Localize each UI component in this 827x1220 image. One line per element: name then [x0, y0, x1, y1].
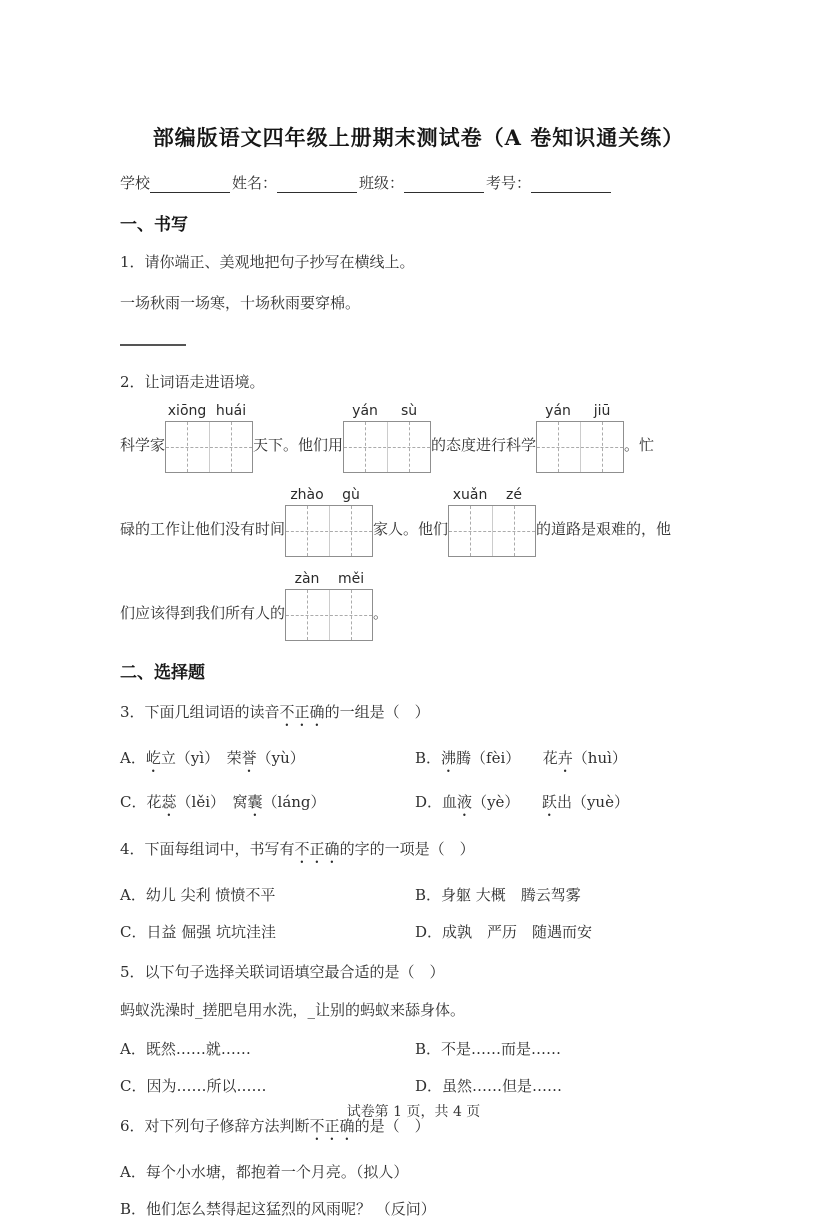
student-info-line [120, 172, 717, 193]
hanzi-writing-box[interactable] [343, 421, 431, 473]
writing-cell[interactable] [387, 422, 431, 472]
q2-sentence-text: 的态度进行科学 [431, 436, 537, 454]
pinyin-row [448, 487, 536, 505]
option-label: D． [415, 1077, 443, 1095]
q5 [120, 961, 717, 1097]
q4-option-b [415, 884, 717, 906]
text-segment: 的字的一项是（ ） [339, 840, 475, 858]
q2-sentence-text: 天下。他们用 [253, 436, 344, 454]
writing-cell[interactable] [166, 422, 209, 472]
q3 [120, 701, 717, 820]
q3-stem [120, 701, 717, 730]
text-segment: （láng） [262, 793, 326, 811]
q2-sentence-text: 碌的工作让他们没有时间 [120, 520, 286, 538]
writing-cell[interactable] [449, 506, 492, 556]
q6-option-a [120, 1161, 717, 1183]
option-label: B． [120, 1200, 147, 1218]
hanzi-writing-box[interactable] [536, 421, 624, 473]
school-blank[interactable] [150, 176, 230, 193]
option-label: A． [120, 886, 146, 904]
pinyin-label: jiū [593, 403, 611, 419]
text-segment: 因为……所以…… [146, 1077, 267, 1095]
emphasized-text: 囊 [247, 793, 263, 811]
info-field-label: 姓名： [232, 174, 278, 192]
q2-sentence-text: 们应该得到我们所有人的 [120, 604, 286, 622]
q2-fill-in-rows [120, 403, 717, 641]
option-label: B． [415, 749, 442, 767]
pinyin-row [165, 403, 253, 421]
emphasized-text: 卉 [557, 749, 573, 767]
q2-row-3 [120, 571, 717, 641]
q5-option-a [120, 1038, 415, 1060]
writing-cell[interactable] [580, 422, 624, 472]
emphasized-text: 不正确 [309, 1117, 355, 1135]
pinyin-label: zé [506, 487, 523, 503]
q3-option-a [120, 747, 415, 776]
paper-content [120, 0, 717, 1220]
option-label: A． [120, 749, 146, 767]
text-segment: 5．以下句子选择关联词语填空最合适的是（ ） [120, 963, 445, 981]
writing-box-group [343, 403, 431, 473]
text-segment: 腾（fèi） 花 [456, 749, 558, 767]
q2-sentence-text: 家人。他们 [373, 520, 449, 538]
q6-option-b [120, 1198, 717, 1220]
q5-option-d [415, 1075, 717, 1097]
paper-title: 部编版语文四年级上册期末测试卷（A 卷知识通关练） [152, 125, 685, 150]
pinyin-label: yán [352, 403, 378, 419]
q2-row-1 [120, 403, 717, 473]
text-segment: 幼儿 尖利 愤愤不平 [145, 886, 276, 904]
writing-cell[interactable] [344, 422, 387, 472]
writing-box-group [165, 403, 253, 473]
pinyin-label: gù [342, 487, 360, 503]
option-label: C． [120, 1077, 147, 1095]
text-segment: 日益 倔强 坑坑洼洼 [146, 923, 277, 941]
emphasized-text: 蕊 [161, 793, 177, 811]
info-field [486, 172, 613, 193]
option-label: D． [415, 923, 443, 941]
pinyin-label: sù [400, 403, 418, 419]
info-field [359, 172, 486, 193]
text-segment: 4．下面每组词中，书写有 [120, 840, 295, 858]
choice-questions [120, 701, 717, 1220]
q6-options [120, 1161, 717, 1220]
writing-box-group [285, 487, 373, 557]
emphasized-text: 不正确 [294, 840, 340, 858]
pinyin-row [536, 403, 624, 421]
info-field-label: 考号： [486, 174, 532, 192]
page-footer: 试卷第 1 页，共 4 页 [346, 1104, 481, 1120]
info-field-label: 班级： [359, 174, 405, 192]
writing-cell[interactable] [209, 422, 253, 472]
pinyin-label: xiōng [167, 403, 207, 419]
writing-cell[interactable] [537, 422, 580, 472]
section-1-heading: 一、书写 [120, 215, 188, 235]
text-segment: （yè） [472, 793, 542, 811]
pinyin-row [285, 487, 373, 505]
writing-box-group [285, 571, 373, 641]
name-blank[interactable] [277, 176, 357, 193]
q2-sentence-text: 的道路是艰难的，他 [536, 520, 672, 538]
q3-option-c [120, 791, 415, 820]
text-segment: 的是（ ） [354, 1117, 430, 1135]
q4-options [120, 884, 717, 943]
q1-sentence: 一场秋雨一场寒，十场秋雨要穿棉。 [120, 294, 361, 312]
pinyin-label: zàn [294, 571, 320, 587]
text-segment: 成孰 严历 随遇而安 [442, 923, 593, 941]
hanzi-writing-box[interactable] [285, 589, 373, 641]
hanzi-writing-box[interactable] [448, 505, 536, 557]
text-segment: 既然……就…… [145, 1040, 251, 1058]
pinyin-label: huái [215, 403, 247, 419]
info-field-label: 学校 [120, 174, 151, 192]
q2-sentence-text: 。 [373, 604, 389, 622]
option-label: D． [415, 793, 443, 811]
pinyin-row [285, 571, 373, 589]
text-segment: 他们怎么禁得起这猛烈的风雨呢？ （反问） [146, 1200, 436, 1218]
q6 [120, 1115, 717, 1220]
text-segment: （lěi） 窝 [176, 793, 248, 811]
writing-cell[interactable] [329, 590, 373, 640]
text-segment: 的一组是（ ） [324, 703, 430, 721]
text-segment: 不是……而是…… [441, 1040, 562, 1058]
pinyin-label: měi [337, 571, 365, 587]
pinyin-row [343, 403, 431, 421]
q5-option-c [120, 1075, 415, 1097]
q5-option-b [415, 1038, 717, 1060]
text-segment: 血 [442, 793, 458, 811]
option-label: C． [120, 793, 147, 811]
hanzi-writing-box[interactable] [285, 505, 373, 557]
q3-option-d [415, 791, 717, 820]
section-2-heading: 二、选择题 [120, 663, 205, 683]
q1-stem: 1．请你端正、美观地把句子抄写在横线上。 [120, 253, 415, 271]
info-field [120, 172, 232, 193]
q4-stem [120, 838, 717, 867]
info-field [232, 172, 359, 193]
text-segment: 虽然……但是…… [442, 1077, 563, 1095]
writing-cell[interactable] [329, 506, 373, 556]
text-segment: （yù） [256, 749, 305, 767]
text-segment: 花 [146, 793, 162, 811]
text-segment: 身躯 大概 腾云驾雾 [441, 886, 581, 904]
q4-option-a [120, 884, 415, 906]
writing-cell[interactable] [286, 506, 329, 556]
writing-box-group [536, 403, 624, 473]
q5-stem [120, 961, 717, 983]
q5-options [120, 1038, 717, 1097]
emphasized-text: 液 [457, 793, 473, 811]
emphasized-text: 不正确 [279, 703, 325, 721]
q1-answer-blank[interactable] [120, 344, 186, 346]
q2-sentence-text: 。忙 [624, 436, 655, 454]
writing-box-group [448, 487, 536, 557]
emphasized-text: 沸 [441, 749, 457, 767]
q2-row-2 [120, 487, 717, 557]
q2-stem: 2．让词语走进语境。 [120, 373, 265, 391]
pinyin-label: xuǎn [452, 487, 488, 503]
text-segment: 每个小水塘，都抱着一个月亮。（拟人） [145, 1163, 409, 1181]
q3-option-b [415, 747, 717, 776]
pinyin-label: yán [545, 403, 571, 419]
emphasized-text: 誉 [241, 749, 257, 767]
q5-sentence: 蚂蚁洗澡时_搓肥皂用水洗，_让别的蚂蚁来舔身体。 [120, 1001, 466, 1019]
option-label: B． [415, 1040, 442, 1058]
text-segment: （huì） [572, 749, 627, 767]
emphasized-text: 屹 [145, 749, 161, 767]
text-segment: 立（yì） 荣 [160, 749, 242, 767]
option-label: A． [120, 1163, 146, 1181]
option-label: A． [120, 1040, 146, 1058]
class-blank[interactable] [404, 176, 484, 193]
writing-cell[interactable] [492, 506, 536, 556]
hanzi-writing-box[interactable] [165, 421, 253, 473]
text-segment: 6．对下列句子修辞方法判断 [120, 1117, 310, 1135]
pinyin-label: zhào [290, 487, 324, 503]
q4 [120, 838, 717, 943]
q4-option-d [415, 921, 717, 943]
writing-cell[interactable] [286, 590, 329, 640]
option-label: C． [120, 923, 147, 941]
exam-number-blank[interactable] [531, 176, 611, 193]
emphasized-text: 跃 [541, 793, 557, 811]
text-segment: 3．下面几组词语的读音 [120, 703, 280, 721]
text-segment: 出（yuè） [556, 793, 629, 811]
q2-sentence-text: 科学家 [120, 436, 166, 454]
q4-option-c [120, 921, 415, 943]
q3-options [120, 747, 717, 820]
option-label: B． [415, 886, 442, 904]
